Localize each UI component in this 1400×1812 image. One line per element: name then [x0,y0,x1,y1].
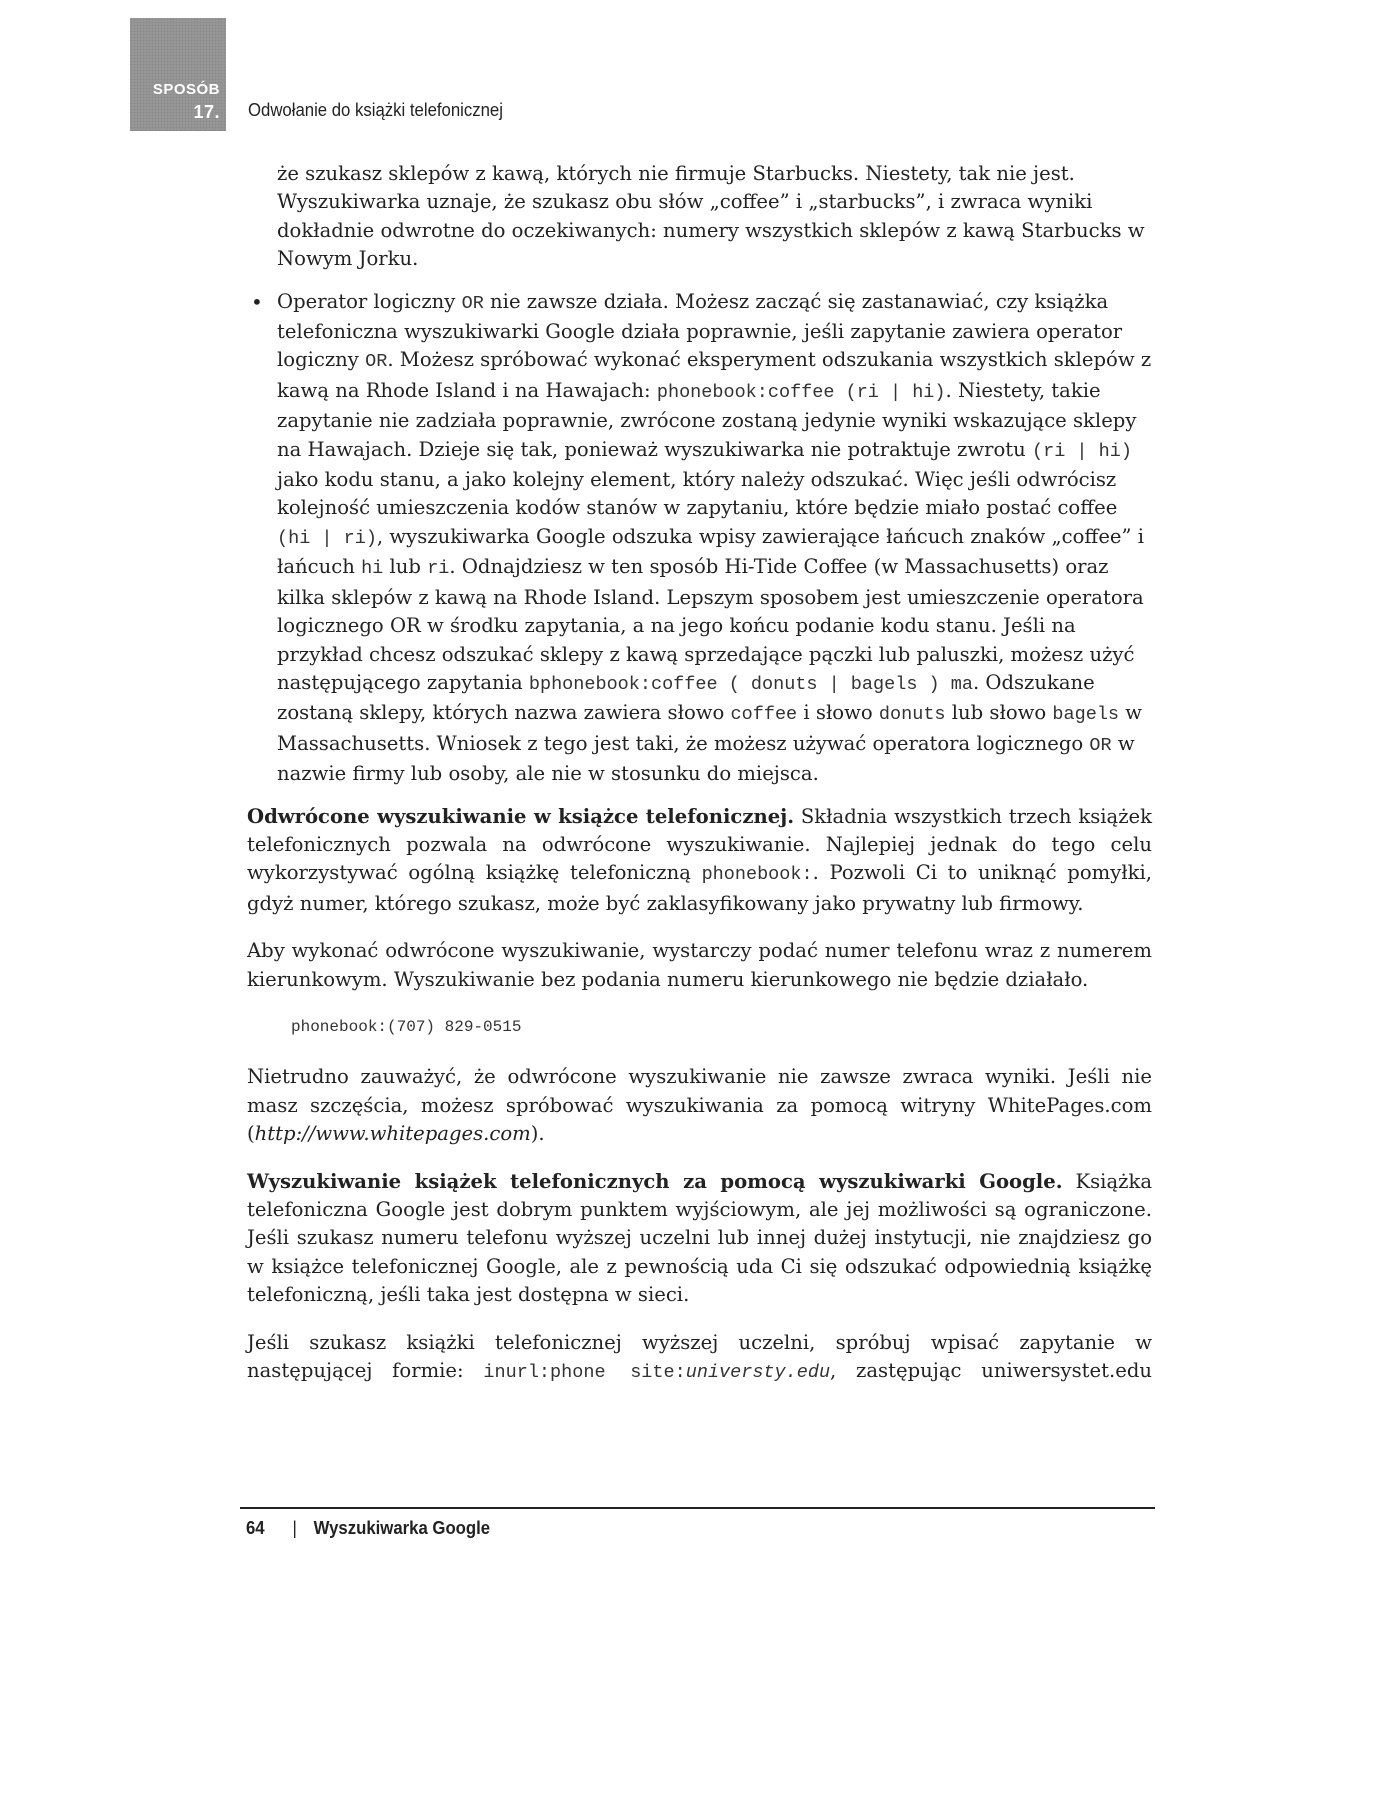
text-run: . Możesz spróbować wykonać eksperyment odszukania wszystkich sklepów z kawą na Rhode Island i na Hawajach: [277,348,1152,402]
inline-code: OR [461,292,484,314]
text-run: Jeśli szukasz książki telefonicznej wyższej uczelni, spróbuj wpisać zapytanie w następującej formie: [247,1330,1152,1383]
text-run: , zastępując uniwersystet.edu [830,1359,1153,1383]
text-run: . Odszukane zostaną sklepy, których nazwa zawiera słowo [277,670,1095,725]
inline-code: inurl:phone site: [483,1362,686,1384]
code-example: phonebook:(707) 829-0515 [291,1017,522,1036]
inline-code-italic: universty.edu [685,1362,831,1384]
running-header-title: Odwołanie do książki telefonicznej [248,100,503,120]
inline-code: OR [1089,734,1112,756]
text-run: w nazwie firmy lub osoby, ale nie w stosunku do miejsca. [277,731,1135,786]
paragraph-heading: Odwrócone wyszukiwanie w książce telefonicznej. [247,804,795,828]
badge-label: SPOSÓB [152,81,220,98]
text-run: lub [383,555,428,579]
text-run: , wyszukiwarka Google odszuka wpisy zawierające łańcuch znaków „coffee” i łańcuch [277,524,1145,579]
inline-code: (hi | ri) [277,527,377,549]
not-always-paragraph [247,1063,1152,1148]
inline-code: bagels [1052,704,1120,726]
inline-code: donuts [878,704,946,726]
text-run: Składnia wszystkich trzech książek telefonicznych pozwala na odwrócone wyszukiwanie. Najlepiej jednak do tego celu wykorzystywać ogólną książkę telefoniczną [247,804,1152,885]
text-run: i słowo [797,701,879,725]
book-title: Wyszukiwarka Google [313,1518,491,1538]
text-run: jako kodu stanu, a jako kolejny element, który należy odszukać. Więc jeśli odwrócisz kolejność umieszczenia kodów stanów w zapytaniu, które będzie miało postać coffee [277,468,1118,520]
chapter-badge [130,18,226,131]
bullet-continuation: że szukasz sklepów z kawą, których nie firmuje Starbucks. Niestety, tak nie jest. Wyszukiwarka uznaje, że szukasz obu słów „coffee” i „starbucks”, i zwraca wyniki dokładnie odwrotne do oczekiwanych: numery wszystkich sklepów z kawą Starbucks w Nowym Jorku. [277,162,1145,271]
inline-code: hi [361,558,384,580]
text-run: . Odnajdziesz w ten sposób Hi-Tide Coffee (w Massachusetts) oraz kilka sklepów z kawą na Rhode Island. Lepszym sposobem jest umieszczenie operatora logicznego OR w środku zapytania, a na jego końcu podanie kodu stanu. Jeśli na przykład chcesz odszukać sklepy z kawą sprzedające pączki lub paluszki, możesz użyć następującego zapytania [277,555,1144,694]
text-run: . Niestety, takie zapytanie nie zadziała poprawnie, zwrócone zostaną jedynie wyniki wskazujące sklepy na Hawajach. Dzieje się tak, ponieważ wyszukiwarka nie potraktuje zwrotu [277,378,1137,461]
page-footer [246,1518,490,1539]
reverse-how-paragraph: Aby wykonać odwrócone wyszukiwanie, wystarczy podać numer telefonu wraz z numerem kierunkowym. Wyszukiwanie bez podania numeru kierunkowego nie będzie działało. [247,939,1152,991]
text-run: Nietrudno zauważyć, że odwrócone wyszukiwanie nie zawsze zwraca wyniki. Jeśli nie masz szczęścia, możesz spróbować wyszukiwania za pomocą witryny WhitePages.com ( [247,1065,1152,1146]
text-run: Książka telefoniczna Google jest dobrym punktem wyjściowym, ale jej możliwości są ograniczone. Jeśli szukasz numeru telefonu wyższej uczelni lub innej dużej instytucji, nie znajdziesz go w książce telefonicznej Google, ale z pewnością uda Ci się odszukać odpowiednią książkę telefoniczną, jeśli taka jest dostępna w sieci. [247,1169,1152,1307]
inline-code: bphonebook:coffee ( donuts | bagels ) ma [528,673,973,695]
paragraph-heading: Wyszukiwanie książek telefonicznych za pomocą wyszukiwarki Google. [247,1169,1063,1193]
bullet-list [277,160,1152,789]
inline-code: phonebook: [701,864,813,886]
badge-number: 17. [193,102,220,122]
text-run: lub słowo [945,701,1053,725]
inline-code: phonebook:coffee (ri | hi) [656,381,946,403]
list-item [277,288,1152,789]
text-run: w Massachusetts. Wniosek z tego jest taki, że możesz używać operatora logicznego [277,701,1143,755]
inline-code: coffee [730,704,798,726]
inline-code: OR [365,351,388,373]
text-run: ). [530,1122,545,1146]
page-number: 64 [246,1518,265,1538]
footer-separator: | [292,1518,297,1538]
footer-rule [240,1507,1155,1509]
reverse-search-paragraph [247,803,1152,919]
whitepages-link[interactable]: http://www.whitepages.com [254,1122,531,1146]
text-run: nie zawsze działa. Możesz zacząć się zastanawiać, czy książka telefoniczna wyszukiwarki Google działa poprawnie, jeśli zapytanie zawiera operator logiczny [277,289,1123,372]
text-run: Operator logiczny [277,289,462,313]
inline-code: (ri | hi) [1032,440,1132,462]
university-paragraph [247,1329,1152,1388]
text-run: . Pozwoli Ci to uniknąć pomyłki, gdyż numer, którego szukasz, może być zaklasyfikowany jako prywatny lub firmowy. [247,861,1152,915]
inline-code: ri [427,558,450,580]
page-content [247,160,1152,1406]
google-search-paragraph [247,1168,1152,1310]
